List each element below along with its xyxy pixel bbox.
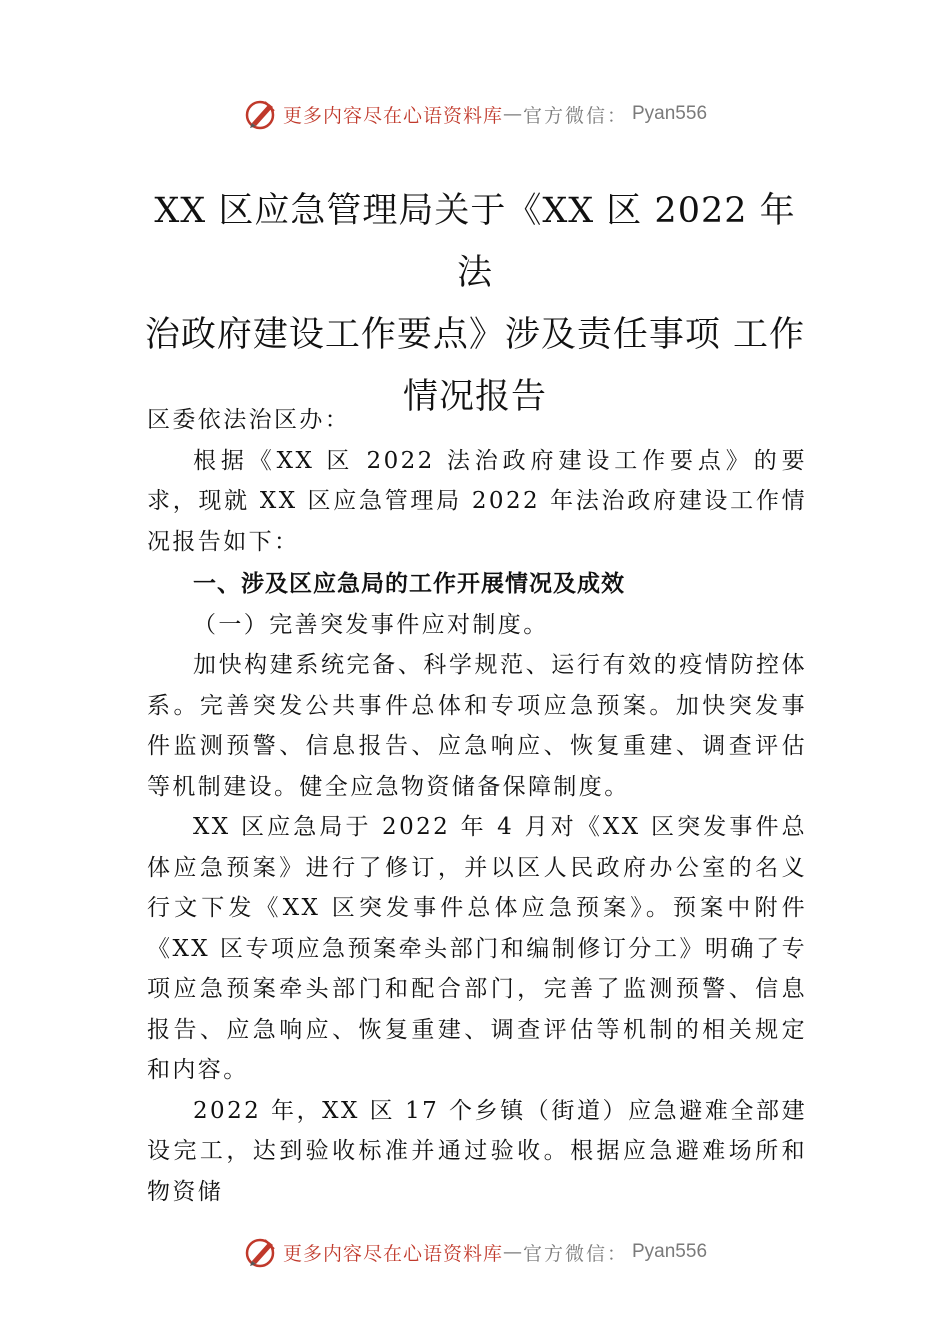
- header-banner: [0, 92, 950, 136]
- banner-separator: —: [502, 103, 523, 125]
- body-paragraph: 2022 年，XX 区 17 个乡镇（街道）应急避难全部建设完工，达到验收标准并通过验收。根据应急避难场所和物资储: [147, 1097, 807, 1205]
- document-body: [147, 400, 807, 1212]
- banner-wechat-label: 官方微信：: [522, 104, 628, 127]
- banner-separator: —: [502, 1241, 523, 1263]
- footer-banner: [0, 1230, 950, 1274]
- subsection-heading: （一）完善突发事件应对制度。: [193, 611, 549, 638]
- document-title: [140, 180, 810, 428]
- title-line: 治政府建设工作要点》涉及责任事项 工作: [144, 315, 806, 355]
- banner-wechat-id: Pyan556: [632, 1241, 708, 1262]
- intro-paragraph: 根据《XX 区 2022 法治政府建设工作要点》的要求，现就 XX 区应急管理局 2022 年法治政府建设工作情况报告如下：: [147, 447, 807, 555]
- banner-red-text: 更多内容尽在心语资料库: [282, 104, 503, 127]
- banner-wechat-label: 官方微信：: [522, 1242, 628, 1265]
- salutation: 区委依法治区办：: [147, 407, 351, 433]
- pen-logo-icon: [243, 96, 279, 132]
- body-paragraph: 加快构建系统完备、科学规范、运行有效的疫情防控体系。完善突发公共事件总体和专项应急预案。加快突发事件监测预警、信息报告、应急响应、恢复重建、调查评估等机制建设。健全应急物资储备保障制度。: [147, 652, 807, 800]
- pen-logo-icon: [243, 1234, 279, 1270]
- banner-wechat-id: Pyan556: [632, 103, 708, 124]
- title-line: 情况报告: [402, 377, 547, 417]
- title-line: XX 区应急管理局关于《XX 区 2022 年法: [154, 191, 796, 293]
- body-paragraph: XX 区应急局于 2022 年 4 月对《XX 区突发事件总体应急预案》进行了修订，并以区人民政府办公室的名义行文下发《XX 区突发事件总体应急预案》。预案中附件《XX 区专项应急预案牵头部门和编制修订分工》明确了专项应急预案牵头部门和配合部门，完善了监测预警、信息报告、应急响应、恢复重建、调查评估等机制的相关规定和内容。: [147, 814, 807, 1083]
- section-heading: 一、涉及区应急局的工作开展情况及成效: [193, 571, 625, 597]
- banner-red-text: 更多内容尽在心语资料库: [282, 1242, 503, 1265]
